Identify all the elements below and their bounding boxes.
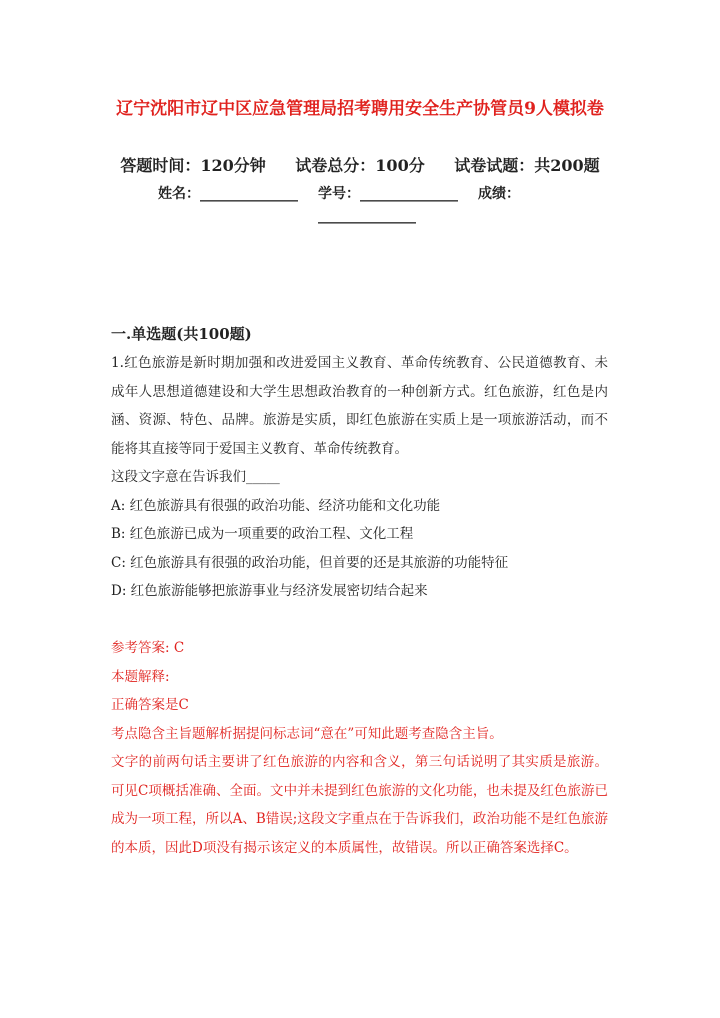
reference-answer: 参考答案: C (111, 640, 185, 656)
exam-title: 辽宁沈阳市辽中区应急管理局招考聘用安全生产协管员9人模拟卷 (116, 99, 604, 119)
answer-analysis: 文字的前两句话主要讲了红色旅游的内容和含义，第三句话说明了其实质是旅游。可见C项概括准确、全面。文中并未提到红色旅游的文化功能，也未提及红色旅游已成为一项工程，所以A、B错误;这段文字重点在于告诉我们，政治功能不是红色旅游的本质，因此D项没有揭示该定义的本质属性，故错误。所以正确答案选择C。 (111, 754, 608, 856)
exam-total-score: 试卷总分：100分 (295, 156, 425, 175)
answer-block (111, 634, 608, 862)
explanation-label: 本题解释: (111, 668, 170, 685)
exam-meta (0, 153, 720, 176)
answer-point: 考点隐含主旨题解析据提问标志词“意在”可知此题考查隐含主旨。 (111, 725, 503, 742)
option-b: B: 红色旅游已成为一项重要的政治工程、文化工程 (111, 526, 414, 542)
option-d: D: 红色旅游能够把旅游事业与经济发展密切结合起来 (111, 583, 428, 599)
section-title: 一.单选题(共100题) (111, 325, 252, 343)
question-stem: 1.红色旅游是新时期加强和改进爱国主义教育、革命传统教育、公民道德教育、未成年人思想道德建设和大学生思想政治教育的一种创新方式。红色旅游，红色是内涵、资源、特色、品牌。旅游是实质，即红色旅游在实质上是一项旅游活动，而不能将其直接等同于爱国主义教育、革命传统教育。 (111, 355, 608, 457)
student-id-field: 学号：______________ (318, 186, 458, 202)
name-field: 姓名：______________ (158, 186, 298, 202)
option-c: C: 红色旅游具有很强的政治功能，但首要的还是其旅游的功能特征 (111, 554, 509, 571)
correct-answer: 正确答案是C (111, 697, 189, 713)
exam-time: 答题时间：120分钟 (120, 156, 266, 175)
question-block (111, 349, 608, 606)
score-field: 成绩： (478, 186, 520, 202)
student-info (158, 183, 598, 227)
option-a: A: 红色旅游具有很强的政治功能、经济功能和文化功能 (111, 497, 441, 514)
score-blank: ______________ (318, 208, 416, 224)
exam-question-count: 试卷试题：共200题 (454, 156, 600, 175)
question-prompt: 这段文字意在告诉我们_____ (111, 469, 280, 485)
